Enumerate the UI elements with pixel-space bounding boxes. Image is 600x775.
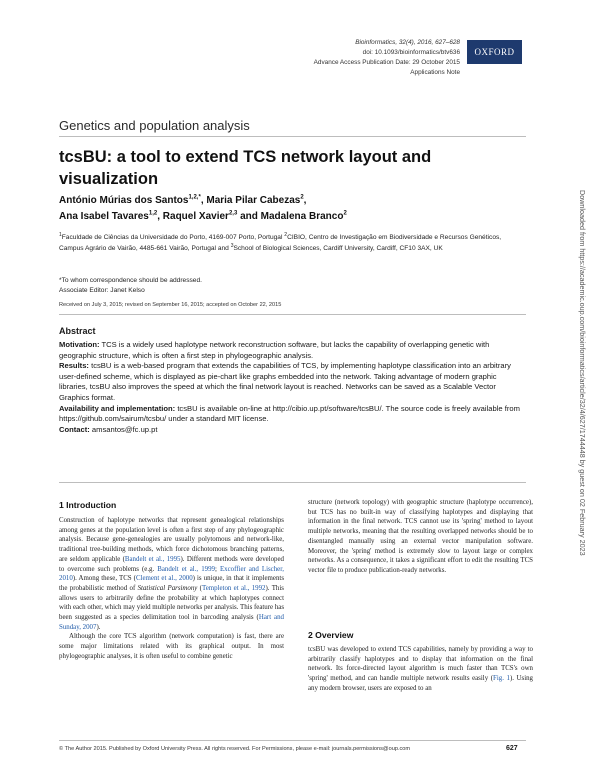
journal-citation: Bioinformatics, 32(4), 2016, 627–628	[355, 39, 460, 46]
contact-email[interactable]: amsantos@fc.up.pt	[91, 424, 158, 434]
paragraph: Although the core TCS algorithm (network computation) is fast, there are some major limitations related with its graphical output. In most phylogeographic analyses, it is often useful to combine genetic	[59, 633, 284, 660]
and-conjunction: and	[240, 211, 258, 222]
figure-link[interactable]: Fig. 1	[493, 675, 510, 683]
abstract-motivation: TCS is a widely used haplotype network reconstruction software, but lacks the capability of overlapping genetic with geographic structure, which is often a first step in phylogeographic analysis.	[59, 340, 490, 360]
affil-number: 3	[230, 242, 234, 249]
citation-link[interactable]: Clement et al., 2000	[135, 575, 193, 583]
section-introduction-heading: 1 Introduction	[59, 500, 117, 510]
abstract-label: Availability and implementation:	[59, 403, 176, 413]
divider	[59, 136, 526, 137]
doi[interactable]: doi: 10.1093/bioinformatics/btv636	[362, 49, 460, 56]
article-type: Applications Note	[410, 69, 460, 76]
author: Maria Pilar Cabezas	[206, 195, 301, 206]
article-title: tcsBU: a tool to extend TCS network layout and visualization	[59, 148, 432, 188]
affil-number: 1	[59, 231, 62, 238]
citation-link[interactable]: Hart and Sunday, 2007	[59, 614, 285, 631]
advance-access-date: Advance Access Publication Date: 29 October 2015	[313, 59, 460, 66]
author: Madalena Branco	[260, 211, 344, 222]
divider	[59, 482, 526, 483]
author-affil: 2	[343, 210, 347, 217]
abstract-availability[interactable]: tcsBU is available on-line at http://cibio.up.pt/software/tcsBU/. The source code is freely available from https://github.com/sairum/tcsbu/ under a standard MIT license.	[59, 403, 520, 424]
author-list: António Múrias dos Santos$^{1,2,*}$, Maria Pilar Cabezas$^2$, Ana Isabel Tavares$^{1,2}$, Raquel Xavier$^{2,3}$ and Madalena Branco$^2$	[59, 194, 347, 222]
journal-header	[314, 38, 460, 78]
intro-column	[59, 516, 284, 662]
citation-link[interactable]: Templeton et al., 1992	[201, 584, 266, 592]
page-number: 627	[506, 745, 518, 752]
affiliations	[59, 232, 527, 254]
author-affil: 1,2	[148, 210, 158, 217]
overview-text	[308, 645, 533, 694]
affiliation: CIBIO, Centro de Investigação em Biodiversidade e Recursos Genéticos, Campus Agrário de Vairão, 4485-661 Vairão, Portugal and	[59, 234, 502, 252]
abstract-body	[59, 340, 526, 435]
affiliation: Faculdade de Ciências da Universidade do Porto, 4169-007 Porto, Portugal	[61, 234, 283, 241]
correspondence-note: *To whom correspondence should be addressed.	[59, 277, 202, 284]
paragraph: tcsBU was developed to extend TCS capabilities, namely by providing a way to arbitrarily classify haplotypes and to display that information on the final network. Its force-directed layout algorithm is much faster than TCS's own 'spring' method, and can handle multiple network results easily (Fig. 1). Using any modern browser, users are exposed to an	[308, 646, 534, 692]
paragraph: Construction of haplotype networks that represent genealogical relationships among genes at the population level is often a first step of any phylogeographic analysis. Because gene-genealogies are usually polytomous and network-like, traditional tree-building methods, which force dichotomous branching patterns, are seldom applicable (Bandelt et al., 1995). Different methods were developed to overcome such problems (e.g. Bandelt et al., 1999; Excoffier and Lischer, 2010). Among these, TCS (Clement et al., 2000) is unique, in that it implements the probabilistic method of Statistical Parsimony (Templeton et al., 1992). This allows users to arbitrarily define the probability at which haplotypes connect with each other, which may yield multiple networks per analysis. This feature has been suggested as a species delimitation tool in barcoding analysis (Hart and Sunday, 2007).	[59, 517, 285, 631]
paragraph: structure (network topology) with geographic structure (haplotype occurrence), but TCS has no built-in way of classifying haplotypes and displaying that information in the final network. TCS cannot use its 'spring' method to layout multiple networks, meaning that the resulting overlapped networks should be to disentangled manually using an external vector manipulation software. Moreover, the 'spring' method is extremely slow to layout large or complex networks. As a consequence, it takes a significant effort to edit the resulting TCS vector file to produce publication-ready networks.	[308, 499, 533, 574]
right-column	[308, 498, 533, 576]
subject-heading: Genetics and population analysis	[59, 118, 250, 133]
citation-link[interactable]: Bandelt et al., 1995	[124, 555, 181, 563]
abstract-heading: Abstract	[59, 326, 96, 336]
received-dates: Received on July 3, 2015; revised on September 16, 2015; accepted on October 22, 2015	[59, 302, 282, 308]
abstract-label: Motivation:	[59, 340, 100, 349]
author: Raquel Xavier	[162, 211, 229, 222]
affiliation: School of Biological Sciences, Cardiff University, Cardiff, CF10 3AX, UK	[233, 245, 443, 252]
author-affil: 2	[300, 194, 304, 201]
author-affil: 2,3	[228, 210, 238, 217]
author: António Múrias dos Santos	[59, 195, 189, 206]
citation-link[interactable]: Bandelt et al., 1999	[157, 565, 215, 573]
divider	[59, 314, 526, 315]
copyright-footer: © The Author 2015. Published by Oxford University Press. All rights reserved. For Permissions, please e-mail: journals.permissions@oup.com	[59, 746, 411, 752]
abstract-label: Results:	[59, 361, 89, 371]
section-overview-heading: 2 Overview	[308, 630, 354, 640]
author-affil: 1,2,	[188, 194, 199, 201]
oxford-logo: OXFORD	[467, 40, 522, 64]
divider	[59, 740, 526, 741]
associate-editor: Associate Editor: Janet Kelso	[59, 287, 145, 294]
citation-link[interactable]: Excoffier and Lischer, 2010	[59, 565, 284, 583]
abstract-results: tcsBU is a web-based program that extends the capabilities of TCS, by implementing haplotype classification into an arbitrary user-defined scheme, which is displayed as pie-chart like graphs embedded into the network. Taking advantage of modern graphic libraries, tcsBU also improves the speed at which the final network layout is reached. Networks can be saved as a Scalable Vector Graphics format.	[59, 361, 511, 402]
abstract-label: Contact:	[59, 424, 90, 434]
download-watermark: Downloaded from https://academic.oup.com/bioinformatics/article/32/4/627/1744448 by guest on 02 February 2023	[578, 190, 587, 556]
author: Ana Isabel Tavares	[59, 211, 149, 222]
affil-number: 2	[284, 231, 288, 238]
